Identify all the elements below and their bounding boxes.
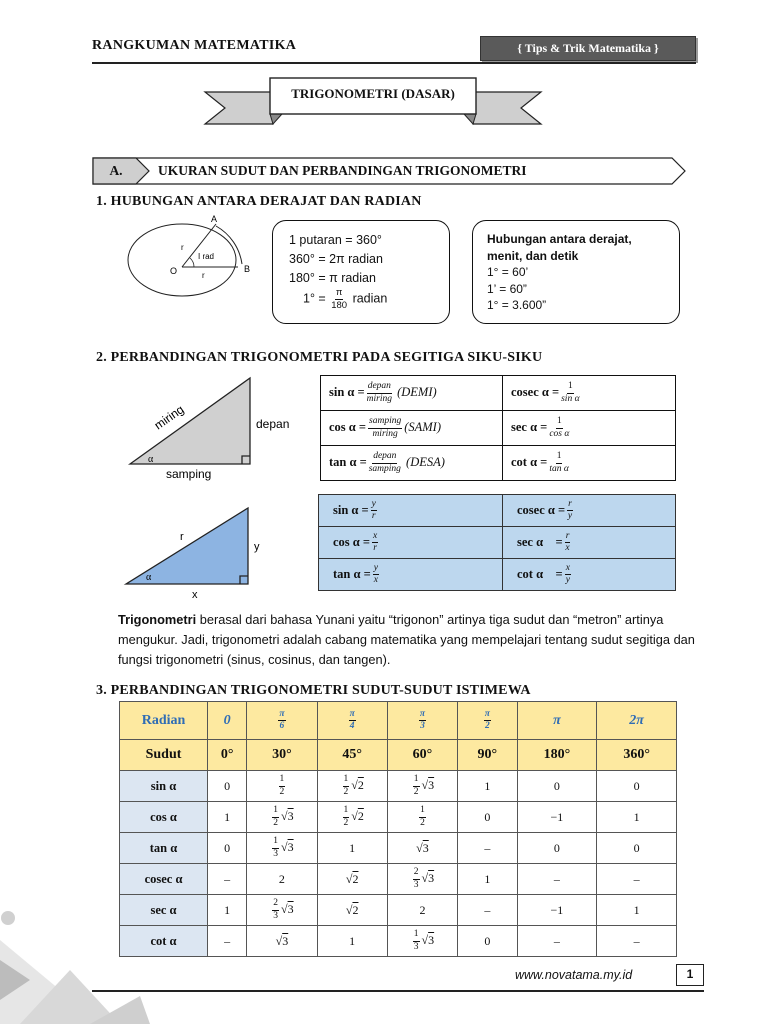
value-cell: – <box>517 926 597 957</box>
frac-num: π <box>349 710 356 722</box>
cot-frac <box>565 564 571 586</box>
point-b-label: B <box>244 264 251 274</box>
sin-xyr-cell <box>319 495 503 527</box>
frac-den: y <box>565 575 570 585</box>
frac-num: samping <box>368 417 402 429</box>
dms-line-3: 1° = 3.600” <box>487 298 547 312</box>
frac-num: 2 <box>272 899 279 911</box>
dms-line-2: 1’ = 60” <box>487 281 527 296</box>
function-name-cell: sec α <box>120 895 208 926</box>
radian-header: Radian <box>120 702 208 740</box>
frac-den: samping <box>368 463 401 474</box>
function-name-cell: cosec α <box>120 864 208 895</box>
sec-xyr-cell <box>503 527 676 559</box>
radian-line-2: 360° = 2π radian <box>289 252 383 266</box>
radian-cell: 0 <box>208 702 247 740</box>
sec-lhs: sec α = <box>511 419 548 434</box>
fraction <box>272 806 279 828</box>
frac-num: r <box>567 500 573 512</box>
fraction <box>279 775 286 797</box>
tan-xyr-cell <box>319 559 503 591</box>
fraction <box>272 837 279 859</box>
fraction <box>343 775 350 797</box>
frac-den: miring <box>372 428 398 439</box>
radian-box <box>272 220 450 324</box>
label-depan: depan <box>256 417 290 431</box>
value-cell: – <box>458 895 517 926</box>
label-samping: samping <box>166 467 212 481</box>
value-cell: 0 <box>517 833 597 864</box>
value-cell <box>387 833 457 864</box>
value-cell <box>247 833 317 864</box>
function-name-cell: tan α <box>120 833 208 864</box>
cot-lhs: cot α = <box>517 566 563 581</box>
definition-term: Trigonometri <box>118 612 197 627</box>
sqrt: √2 <box>351 808 364 823</box>
sec-cell <box>503 411 676 446</box>
degree-cell: 90° <box>458 740 517 771</box>
value-cell: 1 <box>597 895 677 926</box>
one-radian-label: I rad <box>198 252 215 261</box>
point-a-label: A <box>211 214 218 224</box>
trig-ratio-table-words <box>320 375 676 481</box>
frac-den: 2 <box>343 817 349 828</box>
triangle-blue-diagram <box>118 500 288 602</box>
frac-num: r <box>565 532 571 544</box>
heading-derajat-radian: 1. HUBUNGAN ANTARA DERAJAT DAN RADIAN <box>96 194 422 209</box>
sin-cell <box>321 376 503 411</box>
footer-rule <box>92 990 704 992</box>
frac-num: y <box>371 500 377 512</box>
cos-lhs: cos α = <box>329 419 367 434</box>
trigonometri-definition <box>118 610 698 670</box>
radian-line-4-unit: radian <box>352 291 388 306</box>
radius-label-bottom: r <box>202 271 205 280</box>
sqrt: √2 <box>345 902 359 917</box>
function-name-cell: cot α <box>120 926 208 957</box>
sqrt: √3 <box>421 870 435 885</box>
radian-cell <box>317 702 387 740</box>
fraction <box>278 710 285 732</box>
table-row <box>120 895 677 926</box>
value-cell: 0 <box>458 926 517 957</box>
cos-frac <box>372 532 378 554</box>
fraction <box>413 930 420 952</box>
fraction <box>343 806 350 828</box>
frac-num: 2 <box>413 868 420 880</box>
circle-radian-diagram <box>118 212 268 302</box>
cos-lhs: cos α = <box>333 534 371 549</box>
table-row <box>120 802 677 833</box>
frac-num: depan <box>367 382 392 394</box>
frac-num: 1 <box>556 452 563 464</box>
value-cell: – <box>517 864 597 895</box>
value-cell: 1 <box>317 833 387 864</box>
value-cell: 0 <box>597 833 677 864</box>
dms-title-2: menit, dan detik <box>487 248 579 263</box>
sin-lhs: sin α = <box>329 384 365 399</box>
table-row <box>120 926 677 957</box>
table-row <box>120 702 677 740</box>
banner-title: TRIGONOMETRI (DASAR) <box>291 86 455 101</box>
value-cell: – <box>597 926 677 957</box>
frac-den: r <box>371 511 376 521</box>
document-title: RANGKUMAN MATEMATIKA <box>92 38 297 53</box>
heading-siku-siku: 2. PERBANDINGAN TRIGONOMETRI PADA SEGITIGA SIKU-SIKU <box>96 350 543 365</box>
value-cell: 0 <box>458 802 517 833</box>
frac-num: 1 <box>419 806 426 818</box>
value-cell: −1 <box>517 802 597 833</box>
frac-den: 3 <box>413 941 419 952</box>
table-row <box>319 495 676 527</box>
tan-lhs: tan α = <box>333 566 371 581</box>
value-cell: 1 <box>208 802 247 833</box>
degree-cell: 180° <box>517 740 597 771</box>
label-miring: miring <box>151 402 187 433</box>
radian-cell <box>247 702 317 740</box>
sin-lhs: sin α = <box>333 502 369 517</box>
sqrt: √3 <box>421 777 435 792</box>
frac-num: π <box>484 710 491 722</box>
sqrt: √3 <box>416 840 429 855</box>
value-cell <box>387 864 457 895</box>
sqrt: √3 <box>280 808 294 823</box>
tan-frac <box>369 452 401 474</box>
mnemonic-demi: (DEMI) <box>397 384 437 399</box>
frac-num: 1 <box>556 417 563 429</box>
fraction <box>272 899 279 921</box>
sqrt: √2 <box>351 777 364 792</box>
frac-den: r <box>373 543 377 553</box>
frac-den: sin α <box>561 393 580 404</box>
value-cell <box>387 771 457 802</box>
degree-cell: 60° <box>387 740 457 771</box>
value-cell: 1 <box>317 926 387 957</box>
function-name-cell: cos α <box>120 802 208 833</box>
function-name-cell: sin α <box>120 771 208 802</box>
label-x: x <box>192 589 198 601</box>
radian-line-4 <box>289 288 449 310</box>
section-a-title: UKURAN SUDUT DAN PERBANDINGAN TRIGONOMETRI <box>158 163 527 178</box>
frac-den: x <box>565 543 570 553</box>
cosec-cell <box>503 376 676 411</box>
decorative-corner-graphic <box>0 900 150 1024</box>
tan-cell <box>321 446 503 481</box>
cot-cell <box>503 446 676 481</box>
cos-frac <box>368 417 402 439</box>
value-cell: 0 <box>208 833 247 864</box>
sec-lhs: sec α = <box>517 534 563 549</box>
radian-cell: 2π <box>597 702 677 740</box>
radian-cell: π <box>517 702 597 740</box>
value-cell <box>247 895 317 926</box>
radian-line-4-lhs: 1° = <box>303 291 326 306</box>
frac-den: y <box>567 511 573 521</box>
tan-lhs: tan α = <box>329 454 367 469</box>
value-cell: – <box>458 833 517 864</box>
frac-den: 2 <box>279 786 285 797</box>
frac-num: π <box>335 287 343 298</box>
frac-num: 1 <box>343 806 350 818</box>
value-cell: −1 <box>517 895 597 926</box>
table-row <box>319 527 676 559</box>
special-angles-table <box>119 701 677 957</box>
heading-sudut-istimewa: 3. PERBANDINGAN TRIGONOMETRI SUDUT-SUDUT ISTIMEWA <box>96 683 531 698</box>
value-cell: 1 <box>458 864 517 895</box>
value-cell: – <box>208 926 247 957</box>
value-cell <box>317 802 387 833</box>
label-r: r <box>180 531 184 543</box>
radius-label-top: r <box>181 243 184 252</box>
frac-num: 1 <box>272 806 279 818</box>
frac-den: 2 <box>420 817 425 828</box>
value-cell <box>317 864 387 895</box>
frac-num: 1 <box>567 382 574 394</box>
fraction <box>419 806 426 828</box>
dms-box <box>472 220 680 324</box>
frac-num: 1 <box>272 837 279 849</box>
frac-den: 2 <box>273 817 278 828</box>
table-row <box>120 771 677 802</box>
sec-frac <box>565 532 571 554</box>
cot-lhs: cot α = <box>511 454 548 469</box>
triangle-gray-diagram <box>120 372 310 484</box>
radian-cell <box>458 702 517 740</box>
point-o-label: O <box>170 266 178 276</box>
frac-num: 1 <box>343 775 350 787</box>
frac-num: π <box>419 710 426 722</box>
tan-frac <box>373 564 379 586</box>
table-row <box>120 833 677 864</box>
degree-cell: 360° <box>597 740 677 771</box>
frac-num: y <box>373 564 379 576</box>
pi-over-180 <box>331 288 347 310</box>
value-cell: 2 <box>247 864 317 895</box>
cosec-lhs: cosec α = <box>517 502 566 517</box>
cosec-frac <box>561 382 579 404</box>
fraction <box>419 710 426 732</box>
frac-num: x <box>565 564 571 576</box>
table-row <box>321 411 676 446</box>
frac-den: 3 <box>273 848 278 859</box>
value-cell: – <box>597 864 677 895</box>
frac-den: 2 <box>413 786 419 797</box>
mnemonic-desa: (DESA) <box>406 454 445 469</box>
value-cell <box>247 802 317 833</box>
fraction <box>413 868 420 890</box>
value-cell: 1 <box>597 802 677 833</box>
cos-xyr-cell <box>319 527 503 559</box>
value-cell: 2 <box>387 895 457 926</box>
sqrt: √3 <box>421 932 435 947</box>
sqrt: √3 <box>280 839 294 854</box>
table-row <box>120 740 677 771</box>
footer-website: www.novatama.my.id <box>515 968 633 982</box>
sin-frac <box>367 382 392 404</box>
cos-cell <box>321 411 503 446</box>
mnemonic-sami: (SAMI) <box>404 419 442 434</box>
frac-den: 6 <box>279 721 285 731</box>
frac-num: 1 <box>413 775 420 787</box>
frac-den: cos α <box>549 428 570 439</box>
frac-den: miring <box>366 393 392 404</box>
frac-den: 180 <box>331 299 348 311</box>
header-rule <box>92 62 696 64</box>
frac-num: x <box>372 532 378 544</box>
fraction <box>349 710 356 732</box>
value-cell <box>387 926 457 957</box>
cosec-xyr-cell <box>503 495 676 527</box>
sqrt: √2 <box>345 871 359 886</box>
section-a-letter: A. <box>109 163 123 178</box>
cot-frac <box>549 452 569 474</box>
value-cell: 0 <box>597 771 677 802</box>
value-cell <box>247 926 317 957</box>
frac-den: tan α <box>549 463 569 474</box>
value-cell <box>247 771 317 802</box>
page-number: 1 <box>676 964 704 986</box>
frac-den: x <box>373 575 378 585</box>
frac-den: 2 <box>343 786 349 797</box>
fraction <box>413 775 420 797</box>
value-cell: 1 <box>458 771 517 802</box>
frac-num: 1 <box>279 775 286 787</box>
frac-den: 2 <box>484 721 490 731</box>
value-cell: 0 <box>208 771 247 802</box>
radian-line-1: 1 putaran = 360° <box>289 233 382 247</box>
value-cell <box>387 802 457 833</box>
frac-den: 4 <box>349 721 355 731</box>
table-row <box>120 864 677 895</box>
value-cell <box>317 895 387 926</box>
value-cell: – <box>208 864 247 895</box>
frac-den: 3 <box>273 910 278 921</box>
cosec-lhs: cosec α = <box>511 384 560 399</box>
cot-xyr-cell <box>503 559 676 591</box>
table-row <box>319 559 676 591</box>
dms-line-1: 1° = 60’ <box>487 265 529 279</box>
value-cell: 1 <box>208 895 247 926</box>
trig-ratio-table-xyr <box>318 494 676 591</box>
degree-cell: 45° <box>317 740 387 771</box>
table-row <box>321 446 676 481</box>
frac-num: depan <box>372 452 397 464</box>
sec-frac <box>549 417 569 439</box>
table-row <box>321 376 676 411</box>
degree-cell: 30° <box>247 740 317 771</box>
label-y: y <box>254 541 260 553</box>
frac-num: π <box>278 710 285 722</box>
sqrt: √3 <box>280 901 294 916</box>
definition-text: berasal dari bahasa Yunani yaitu “trigonon” artinya tiga sudut dan “metron” artinya mengukur. Jadi, trigonometri adalah cabang matematika yang mempelajari tentang sudut segitiga dan fungsi trigonometri (sinus, cosinus, dan tangen). <box>118 612 695 667</box>
sin-frac <box>371 500 377 522</box>
fraction <box>484 710 491 732</box>
radian-line-3: 180° = π radian <box>289 271 376 285</box>
sqrt: √3 <box>275 933 289 948</box>
frac-num: 1 <box>413 930 420 942</box>
alpha-label-1: α <box>148 454 154 465</box>
frac-den: 3 <box>413 879 419 890</box>
dms-title-1: Hubungan antara derajat, <box>487 232 632 246</box>
tips-badge: { Tips & Trik Matematika } <box>480 36 696 61</box>
sudut-header: Sudut <box>120 740 208 771</box>
frac-den: 3 <box>420 721 425 731</box>
alpha-label-2: α <box>146 572 152 583</box>
value-cell <box>317 771 387 802</box>
radian-cell <box>387 702 457 740</box>
degree-cell: 0° <box>208 740 247 771</box>
value-cell: 0 <box>517 771 597 802</box>
cosec-frac <box>567 500 573 522</box>
